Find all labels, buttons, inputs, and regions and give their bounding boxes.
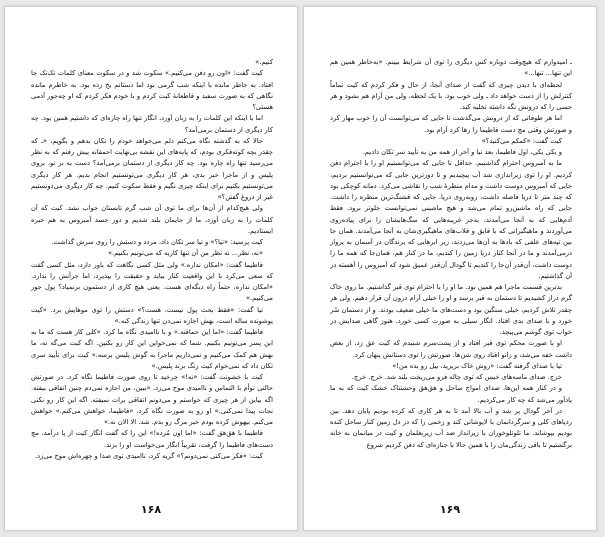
paragraph: ـ امیدوارم که هیچ‌وقت دوباره کس دیگری را توی آن شرایط ببینم. «به‌خاطر همین هم این تنها... تنها...» (330, 58, 572, 78)
paragraph: کیت: «فکر می‌کنی نمی‌دونم؟» گریه کرد، ناامیدی توی صدا و چهره‌اش موج می‌زد. (34, 451, 263, 460)
paragraph: فاطیما گفت: «اما این حماقته.» و با ناامیدی نگاه ما کرد. «کلی کار هست که ما به این پسر می‌تونیم بکنیم. شما که نمی‌خواین این کار رو بکنین. اگه کیت می‌گه نه، ما بهش هم کمک می‌کنیم و نمی‌ذاریم ماجرا به گوش پلیس برسه.» کیت برای تأیید سری تکان داد که نمی‌خوام کیت زنگ بزند پلیس.» (31, 328, 273, 370)
page-number: ۱۶۹ (439, 503, 461, 516)
right-page-text (330, 57, 572, 482)
right-page (303, 6, 597, 531)
paragraph: کیت گفت: «کمکم می‌کنید؟» (481, 136, 562, 145)
paragraph: او با صورت محکم توی قبر افتاد و از پشت‌سرم شنیدم که کیت عق زد، از بغض داشت خفه می‌شد، و زانو افتاد روی شن‌ها. صورتش را توی دستانش پنهان کرد. (330, 339, 572, 359)
paragraph: خرچ. صدای ماسه‌های خیس که توی چاله فرو می‌ریخت بلند شد. خرچ. خرچ. (351, 373, 562, 381)
paragraph: در آخر گودال پر شد و آب بالا آمد تا به هر کاری که کرده بودیم پایان دهد. بین ردپاهای کلی و سرگردانمان با لاپوشانی کند و زخمی را که در دل زمین کنار ساحل کنده بودیم بپوشاند. ما تلوتلوخوران با زیرانداز ضد آب زیربغلمان و کیت در میانمان به خانه برگشتیم تا باقی زندگی‌مان را با همین حالا با جنازه‌ای که دفن کردیم شروع (330, 406, 572, 449)
left-page (4, 6, 298, 531)
paragraph: ولی هیچ‌کدام از آن‌ها برای ما توی آن شب گرم تابستان جواب نشد. کیت که آن کلمات را به زبان آورد، ما از جایمان بلند شدیم و دور جسد آمبروس به هم خیره ایستادیم. (31, 204, 273, 235)
paragraph: «نه، نظر... نه نظر من آن تنها کاریه که می‌تونیم بکنیم.» (107, 249, 263, 258)
paragraph: و یکی یکی، اول فاطیما، بعد تیا و آخر از همه من به تأیید سر تکان دادیم. (362, 148, 562, 156)
paragraph: فاطیما گفت: «امکان نداره.» ولی مثل کسی نگاهت که باور دارد، مثل کسی گفت که سعی می‌کرد با این واقعیت کنار بیاید و حقیقت را بپذیرد، اما جرأتش را ندارد. «امکان نداره، حتماً راه دیگه‌ای هست. یعنی هیچ کاری از دستمون برنمیاد؟ پول جور می‌کنیم.» (31, 260, 273, 303)
paragraph: و در کنار همه این‌ها، صدای امواج ساحل و هق‌هق وحشتناک خشک کیت که به ما یادآور می‌شد که چه کار می‌کردیم. (330, 384, 572, 404)
paragraph: فاطیما با هق‌هق گفت: «اما اون مُرده!» این را که گفت انگار کیت از پا درآمد، مچ دست‌های فاطیما را گرفت، تقریباً انگار می‌خواست او را بزند. (31, 429, 273, 449)
paragraph: اما هر طوفانی که از درونش می‌گذشت تا جایی که می‌توانست آن را خوب مهار کرد و صورتش وقتی مچ دست فاطیما را رها کرد آرام بود. (330, 114, 572, 134)
paragraph: ما به آمبروس احترام گذاشتیم. حداقل تا جایی که می‌توانستیم او را با احترام دفن کردیم. او را توی زیراندازی شد آب پیچیدیم و تا دورترین جایی که می‌توانستیم بردیم، جایی که آمبروس دوست داشت و مدام منظرهٔ شب را نقاشی می‌کرد. دمانه کوچکی بود که چند متر تا دریا فاصله داشت، روبه‌روی دریا. جایی که قشنگ‌ترین منظره را داشت. جایی که راه ماشین‌رو تمام می‌شد و هیچ ماشینی نمی‌توانست جلوتر برود. فقط آدم‌هایی که به آنجا می‌آمدند، به‌جز غریبه‌هایی که سگ‌هایشان را برای پیاده‌روی می‌آوردند و ماهیگیرانی که با قایق و قلاب‌های ماهیگیری‌شان به آنجا می‌آمدند. همان جا بین تپه‌های علفی که بادها به آن‌ها می‌زدند، زیر ابرهایی که پرندگان در آسمان به پرواز درمی‌آمدند و ما در آنجا کنار دریا زمین را کندیم، ما در کنار هم، همان‌جا که همه ما را دوست داشت، آن‌قدر آن‌جا را کندیم تا گودال آن‌قدر عمیق شود که آمبروس را آهسته در آن گذاشتیم. (330, 159, 572, 280)
paragraph: تیا گفت: «فقط بحث پول نیست، هست؟» دستش را توی موهایش برد. «کیت پوشونده ساله است، بهش اجازه نمی‌دن تنها زندگی کنه.» (31, 305, 273, 325)
paragraph: حالا که به گذشته نگاه می‌کنم دلم می‌خواهد خودم را تکان بدهم و بگویم، «ـ که چقدر بچه کوته‌فکری بودم، که پایه‌های این نقشه بی‌نهایت احمقانه پیش رفتم که به نظر می‌رسید تنها راه چاره بود. چه کار دیگری از دستمان برمی‌آمد؟ دست به بر تو، بروی پلیس و از ماجرا خبر بدی، هر کار دیگری می‌تونستیم انجام بدیم. هر کار دیگری می‌تونستیم بکنیم برای اینکه چیزی نگیم و فقط سکوت کنیم. چه کار دیگری می‌دونستیم غیر از دروغ گفتن؟» (31, 136, 273, 201)
paragraph: کیت پرسید: «تیا؟» و تیا سر تکان داد، مردد و دستش را روی سرش گذاشت. (51, 238, 263, 246)
paragraph: اما با اینکه این کلمات را به زبان آورد، انگار تنها راه چاره‌ای که داشتیم همین بود. چه کار دیگری از دستمان برمی‌آمد؟ (31, 114, 273, 134)
paragraph: بدترین قسمت ماجرا هم همین بود. ما او را با احترام توی قبر گذاشتیم. ما روی خاک گرم دراز کشیدیم تا دستمان به قبر برسد و او را خیلی آرام درون آن قرار دهیم. ولی هر چقدر تلاش کردیم، خیلی سنگین بود و دست‌های ما خیلی ضعیف بودند. و از دستمان سُر خورد و با صدای بدی افتاد. انگار سیلی به صورت کسی خورد. هنوز گاهی صدایش در خواب توی گوشم می‌پیچد. (330, 283, 572, 336)
paragraph: تیا با صدای گرفته گفت: «روش خاک بریزید، بیل رو بده من!» (392, 361, 562, 370)
paragraph: کنیم.» (255, 58, 273, 66)
paragraph: لحظه‌ای با دیدن چیزی که گفت از صدای آنجا، از حال و فکر کردم که کیت تماماً کنترلش را از دست خواهد داد ـ ولی خوب بود. با یک لحظه، ولی من آرام هم بشود و هر حسی را که درونش نگه داشته تخلیه کند. (330, 80, 572, 111)
paragraph: کیت با خشونت گفت: «نه!» چرخید تا روی صورت فاطیما نگاه کرد. در صورتش حالتی توأم با التماس و ناامیدی موج می‌زد. «ببین، من اجازه نمی‌دم چنین اتفاقی بیفته. اگه بیاین از هر چیزی که خواستم و می‌دونم اتفاقی برات نمیفته. اگه این کار رو نکنی نجات پیدا نمی‌کنی.» او رو به صورت نگاه کرد، «فاطیما، خواهش می‌کنم.» خواهش می‌کنم. بیهوش کرده بودم خبر مرگ رو بدم. شد. الا الان نه.» (31, 373, 273, 426)
page-number: ۱۶۸ (140, 503, 162, 516)
paragraph: کیت گفت: «اون رو دفن می‌کنیم.» سکوت شد و در سکوت معنای کلمات تک‌تک جا افتاد. به خاطر مانده با اینکه شب گرمی بود اما دستانم یخ زده بود. به خاطرم مانده نگاهی که به صورت سفید و قاطعانهٔ کیت کردم و با خودم فکر کردم که او چه‌جور آدمی هستی؟ (31, 69, 273, 111)
left-page-text (31, 57, 273, 482)
